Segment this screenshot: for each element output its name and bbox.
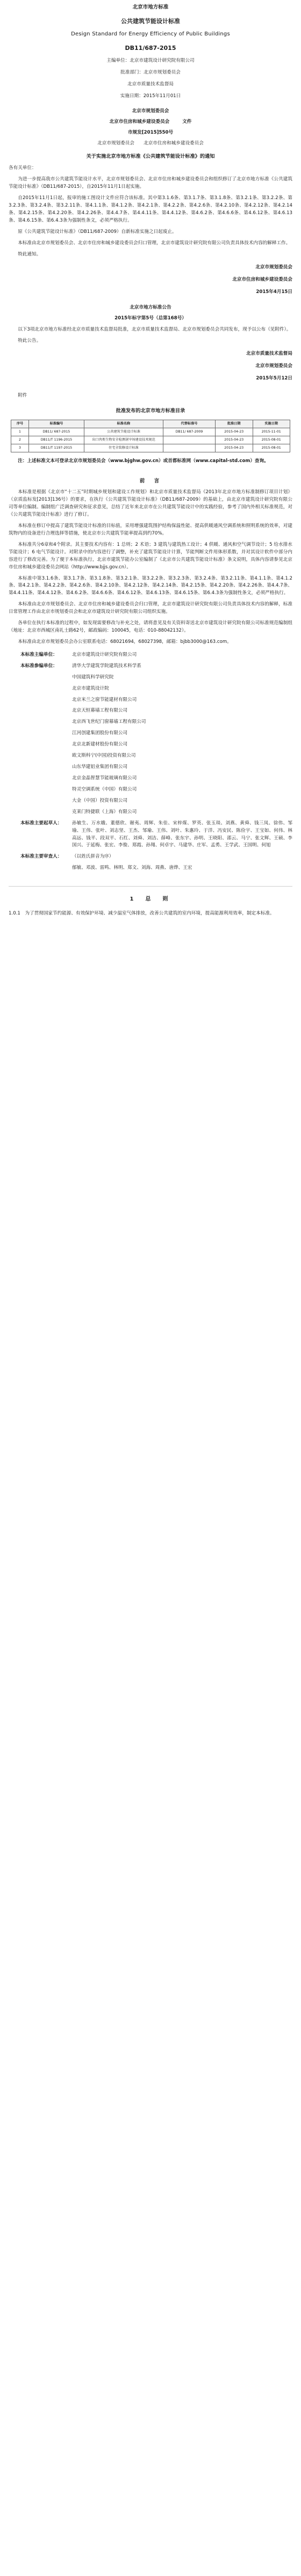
table-cell: 公共建筑节能设计标准: [84, 428, 163, 436]
foreword-para: 本标准中第3.1.6条、第3.1.7条、第3.1.8条、第3.2.1条、第3.2.2条、第3.2.3条、第3.2.4条、第3.2.11条、第4.1.1条、第4.1.2条、第4.2.1条、第4.2.2条、第4.2.6条、第4.2.10条、第4.2.12条、第4.2.14条、第4.2.15条、第4.2.20条、第4.2.26条、第4.4.7条、第4.4.11条、第4.4.12条、第4.6.2条、第4.6.6条、第4.6.12条、第4.6.13条、第4.6.15条、第6.4.3条为强制性条文，必须严格执行。: [9, 575, 292, 596]
foreword-para: 本标准共分6章和4个附录。其主要技术内容有：1 总则；2 术语；3 建筑与建筑热工设计；4 供暖、通风和空气调节设计；5 给水排水节能设计；6 电气节能设计。对附录中的内容进行了调整，补充了建筑节能设计计算，节能判断文件用体形系数，并对其设计软件中部分内容进行了修改完善。为了便于本标准执行，北京市建筑节能办公室编制了《北京市公共建筑节能设计标准》条文说明，具体内容请参见北京市住房和城乡建设委员会网站（http://www.bjjs.gov.cn）。: [9, 541, 292, 570]
participant-unit: 中国建筑科学研究院: [72, 674, 114, 680]
notice-org2: [9, 119, 292, 126]
table-cell: 3: [11, 444, 29, 452]
approver-line: 批准部门：北京市规划委员会: [120, 70, 181, 76]
participant-unit: 江河创建集团股份有限公司: [72, 730, 128, 736]
attachment-label: 附件: [18, 392, 27, 398]
foreword-para: 本标准由北京市规划委员会、北京市住房和城乡建设委员会归口管理，北京市建筑设计研究院有限公司负责具体技术内容的解释，标准日常管理工作由北京市规划委员会和北京市建筑设计研究院有限公司组织实施。: [9, 602, 292, 615]
participant-unit: 特灵空调系统（中国）有限公司: [72, 786, 137, 792]
signature-org: 北京市规划委员会: [255, 264, 292, 270]
signature-org: 北京市规划委员会: [255, 363, 292, 369]
reviewers-label: 本标准主要审查人：: [20, 854, 62, 860]
announcement-number: 2015年标字第5号（总第168号）: [114, 316, 187, 321]
signature-date: 2015年5月12日: [256, 375, 292, 381]
chapter-title: 1 总 则: [130, 896, 171, 903]
editor-unit-value: 北京市建筑设计研究院有限公司: [72, 652, 137, 657]
table-cell: [163, 444, 216, 452]
standard-title-en: Design Standard for Energy Efficiency of Public Buildings: [71, 31, 230, 38]
approver2-line: 北京市质量技术监督局: [127, 82, 174, 87]
table-cell: 2015-04-23: [216, 436, 253, 444]
table-header-cell: 批准日期: [216, 420, 253, 428]
table-cell: 2015-08-01: [253, 444, 290, 452]
standard-list-table: [11, 420, 290, 452]
notice-recipients: 北京市规划委员会 北京市住房和城乡建设委员会: [97, 140, 204, 146]
signature-org: 北京市住房和城乡建设委员会: [232, 276, 292, 282]
table-header-cell: 标准名称: [84, 420, 163, 428]
table-cell: 1: [11, 428, 29, 436]
document-page: [0, 0, 301, 918]
notice-para: 特此通知。: [18, 251, 41, 257]
participant-unit: 山东华建铝业集团有限公司: [72, 764, 128, 770]
clause-1-0-1: 1.0.1 为了贯彻国家节约能源、有效保护环境、减少温室气体排放，改善公共建筑的室内环境，提高能源利用效率，制定本标准。: [9, 911, 275, 917]
notice-signature: [9, 264, 292, 296]
table-cell: DB11/T 1196-2015: [29, 436, 84, 444]
drafters-row: [9, 820, 292, 850]
signature-org: 北京市质量技术监督局: [246, 351, 292, 357]
table-header-cell: 代替标准号: [163, 420, 216, 428]
reviewers-row: [9, 853, 292, 861]
table-note: 注：上述标准文本可登录北京市规划委员会（www.bjghw.gov.cn）或首都标准网（www.capital-std.com）查询。: [18, 458, 269, 464]
table-cell: [163, 436, 216, 444]
participant-units-label: 本标准参编单位：: [20, 663, 58, 669]
participant-unit: 北京西飞世纪门窗幕墙工程有限公司: [72, 719, 146, 725]
drafters-label: 本标准主要起草人：: [20, 820, 62, 826]
participant-unit: 北京米兰之窗节能建材有限公司: [72, 697, 137, 702]
participant-unit: 大金（中国）投资有限公司: [72, 797, 128, 803]
table-row: [11, 444, 290, 452]
section-divider: [9, 886, 292, 887]
participant-unit: 北京北新建材股份有限公司: [72, 742, 128, 748]
participant-unit: 北京金晶智慧节能玻璃有限公司: [72, 775, 137, 781]
editor-line: 主编单位：北京市建筑设计研究院有限公司: [106, 58, 195, 64]
reviewers-note: （以姓氏拼音为序）: [72, 854, 114, 860]
drafters-list: 孙敏生、万水娥、董德欣、谢夷、周辉、朱佳、宋梓煤、罗英、张玉琰、刘燕、黄舜、钱三凤、徐伟、邹瑜、王伟、张叶、刘志坚、王杰、邹瑜、王伟、刘叶、朱惠玲、于洋、冯安民、陈俭宇、王宝如、何伟、林高远、钱平、段双平、石红、刘舜、刘洁、薛峰、张东宇、孙明、王晓阳、邵云、马宁、张文辉、王硕、李国兴、于延梅、张宏、李俊、郑霞、孙翔、何卓宇、马建华、庄军、孟勇、王学武、王国明、何旭: [72, 820, 292, 848]
table-cell: DB11/ 687-2009: [163, 428, 216, 436]
editor-unit-row: [9, 652, 292, 659]
notice-org2-right: 文件: [182, 119, 192, 125]
participant-unit: 北京市建筑设计院: [72, 685, 109, 691]
foreword-title: 前 言: [139, 478, 162, 484]
editor-unit-label: 本标准主编单位：: [20, 652, 58, 657]
notice-para: 本标准由北京市规划委员会、北京市住房和城乡建设委员会归口管理，北京市建筑设计研究院有限公司负责具体技术内容的解释工作。: [18, 240, 291, 246]
table-cell: 2: [11, 436, 29, 444]
notice-para: 自2015年11月1日起，报审的施工图设计文件应符合该标准。其中第3.1.6条、第3.1.7条、第3.1.8条、第3.2.1条、第3.2.2条、第3.2.3条、第3.2.4条、第3.2.11条、第4.1.1条、第4.1.2条、第4.2.1条、第4.2.2条、第4.2.6条、第4.2.10条、第4.2.12条、第4.2.14条、第4.2.15条、第4.2.20条、第4.2.26条、第4.4.7条、第4.4.11条、第4.4.12条、第4.6.2条、第4.6.6条、第4.6.12条、第4.6.13条、第4.6.15条、第6.4.3条为强制性条文，必须严格执行。: [9, 195, 292, 223]
notice-org1: 北京市规划委员会: [132, 108, 169, 114]
table-header-cell: 序号: [11, 420, 29, 428]
announcement-signature: [9, 350, 292, 383]
date-line: 实施日期：2015年11月01日: [120, 93, 181, 99]
foreword-para: 本标准是根据《北京市“十二五”时期城乡规划和建设工作规划》和北京市质量技术监督局《2013年北京市地方标准制修订项目计划》（京质监标发[2013]136号）的要求，在执行《公共建筑节能设计标准》（DB11/687-2009）的基础上，由北京市建筑设计研究院有限公司等单位编制。编制组广泛调查研究和征求意见，总结了近年来北京市在公共建筑节能设计中的实践经验，参考了国内外相关标准规范，对《公共建筑节能设计标准》进行了修订。: [9, 489, 292, 518]
table-header-cell: 标准编号: [29, 420, 84, 428]
table-cell: 出口肉类生物安全检测屠宰场建设技术规范: [84, 436, 163, 444]
table-cell: 2015-04-23: [216, 444, 253, 452]
table-cell: DB11/ 687-2015: [29, 428, 84, 436]
foreword-para: 本标准由北京市规划委员会办公室联系电话：68021694，68027398，邮箱：bjbb3000@163.com。: [18, 639, 232, 645]
notice-heading: 关于实施北京市地方标准《公共建筑节能设计标准》的通知: [86, 153, 215, 159]
participant-unit: 克莱门特捷联（上海）有限公司: [72, 809, 137, 815]
table-header-cell: 实施日期: [253, 420, 290, 428]
notice-para: 原《公共建筑节能设计标准》（DB11/687-2009）自新标准实施之日起废止。: [18, 229, 177, 235]
announcement-title: 北京市地方标准公告: [130, 305, 171, 311]
announcement-para: 以下3项北京市地方标准经北京市质量技术监督局批准，北京市质量技术监督局、北京市规划委员会共同发布，现予以公布（见附件）。: [18, 327, 291, 333]
standard-title-cn: 公共建筑节能设计标准: [121, 18, 180, 25]
participant-unit: 欧文斯科宁(中国)投资有限公司: [72, 753, 136, 759]
table-cell: DB11/T 1197-2015: [29, 444, 84, 452]
table-row: [11, 436, 290, 444]
signature-date: 2015年4月15日: [256, 289, 292, 295]
foreword-para: 各单位在执行本标准的过程中，如发现需要修改与补充之处，请将意见及有关资料寄送北京市建筑设计研究院有限公司标准规范编制组（地址：北京市西城区南礼士路62号，邮政编码：100045，电话：010-88042132）。: [9, 620, 292, 634]
foreword-para: 本标准在修订中提高了建筑节能设计标准的目标值，采用增强建筑围护结构保温性能、提高供暖通风空调系统和照明系统的效率，对建筑物内的设备进行合理选择等措施，使北京市公共建筑节能率提高到约70%。: [9, 523, 292, 536]
table-header-row: [11, 420, 290, 428]
announcement-para: 特此公告。: [18, 338, 41, 344]
table-cell: 2015-08-01: [253, 436, 290, 444]
participant-unit: 清华大学建筑学院建筑技术科学系: [72, 663, 141, 669]
table-cell: 住宅全装修设计标准: [84, 444, 163, 452]
participant-units-row: [9, 663, 292, 670]
table-cell: 2015-11-01: [253, 428, 290, 436]
participant-unit: 北京天恒幕墙工程有限公司: [72, 708, 128, 714]
table-row: [11, 428, 290, 436]
cover-meta: [9, 57, 292, 100]
notice-org2-left: 北京市住房和城乡建设委员会: [109, 119, 170, 125]
notice-salutation: 各有关单位：: [9, 165, 37, 171]
notice-para: 为进一步提高我市公共建筑节能设计水平，北京市规划委员会、北京市住房和城乡建设委员会和组织修订了北京市地方标准《公共建筑节能设计标准》（DB11/687-2015），自2015年11月1日起实施。: [9, 177, 292, 190]
table-cell: 2015-04-23: [216, 428, 253, 436]
standard-code: DB11/687-2015: [125, 45, 176, 52]
reviewers-list: 郁敏、邓波、雷鸣、林明、郑文、刘海、周燕、唐烨、王宏: [72, 865, 192, 871]
notice-doc-number: 市规发[2015]550号: [127, 129, 174, 135]
standard-list-title: 批准发布的北京市地方标准目录: [116, 407, 185, 414]
local-standard-label: 北京市地方标准: [132, 4, 169, 10]
